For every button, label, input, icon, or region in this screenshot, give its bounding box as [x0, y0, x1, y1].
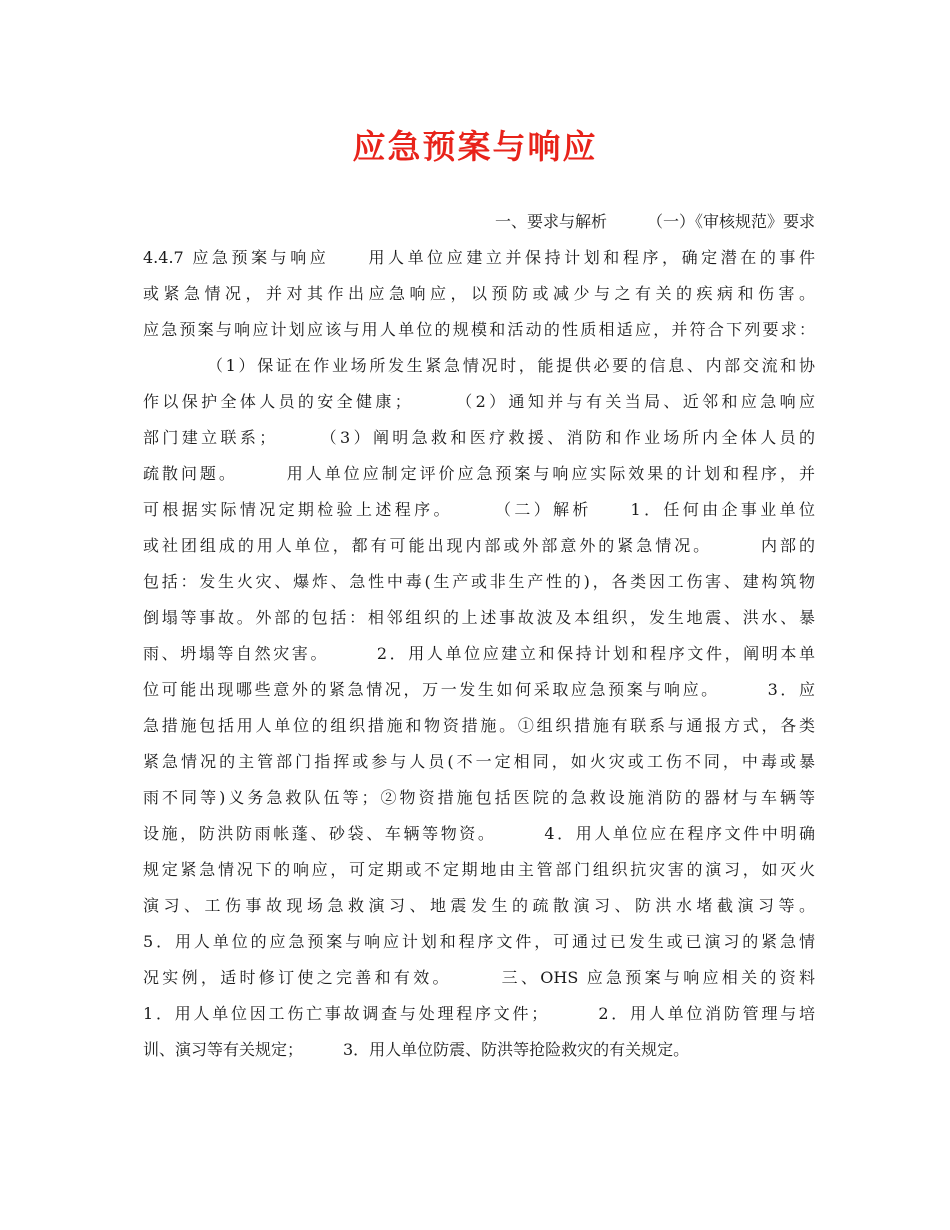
body-line: 疏散问题。 用人单位应制定评价应急预案与响应实际效果的计划和程序，并 — [143, 464, 815, 483]
body-line: 位可能出现哪些意外的紧急情况，万一发生如何采取应急预案与响应。 3．应 — [143, 680, 815, 699]
body-line: 雨、坍塌等自然灾害。 2．用人单位应建立和保持计划和程序文件，阐明本单 — [143, 644, 815, 663]
body-line: 可根据实际情况定期检验上述程序。 （二）解析 1．任何由企事业单位 — [143, 500, 815, 519]
body-line: （1）保证在作业场所发生紧急情况时，能提供必要的信息、内部交流和协 — [207, 356, 815, 375]
body-line: 1．用人单位因工伤亡事故调查与处理程序文件； 2．用人单位消防管理与培 — [143, 1004, 815, 1023]
body-line: 应急预案与响应计划应该与用人单位的规模和活动的性质相适应，并符合下列要求： — [143, 320, 815, 339]
body-line: 演习、工伤事故现场急救演习、地震发生的疏散演习、防洪水堵截演习等。 — [143, 896, 815, 915]
document-title: 应急预案与响应 — [352, 127, 598, 166]
body-line: 设施，防洪防雨帐蓬、砂袋、车辆等物资。 4．用人单位应在程序文件中明确 — [143, 824, 815, 843]
body-line: 倒塌等事故。外部的包括：相邻组织的上述事故波及本组织，发生地震、洪水、暴 — [143, 608, 815, 627]
body-line: 雨不同等)义务急救队伍等；②物资措施包括医院的急救设施消防的器材与车辆等 — [143, 788, 815, 807]
body-line: 部门建立联系； （3）阐明急救和医疗救援、消防和作业场所内全体人员的 — [143, 428, 815, 447]
body-line: 包括：发生火灾、爆炸、急性中毒(生产或非生产性的)，各类因工伤害、建构筑物 — [143, 572, 815, 591]
body-line: 作以保护全体人员的安全健康； （2）通知并与有关当局、近邻和应急响应 — [143, 392, 815, 411]
body-line: 急措施包括用人单位的组织措施和物资措施。①组织措施有联系与通报方式，各类 — [143, 716, 815, 735]
body-line: 或紧急情况，并对其作出应急响应，以预防或减少与之有关的疾病和伤害。 — [143, 284, 815, 303]
body-line: 训、演习等有关规定； 3．用人单位防震、防洪等抢险救灾的有关规定。 — [143, 1040, 690, 1059]
document-body — [143, 204, 815, 1068]
body-line: 紧急情况的主管部门指挥或参与人员(不一定相同，如火灾或工伤不同，中毒或暴 — [143, 752, 815, 771]
body-line: 4.4.7 应急预案与响应 用人单位应建立并保持计划和程序，确定潜在的事件 — [143, 248, 815, 267]
body-line: 一、要求与解析 （一）《审核规范》要求 — [494, 212, 815, 231]
body-line: 规定紧急情况下的响应，可定期或不定期地由主管部门组织抗灾害的演习，如灭火 — [143, 860, 815, 879]
body-line: 况实例，适时修订使之完善和有效。 三、OHS 应急预案与响应相关的资料 — [143, 968, 815, 987]
body-line: 或社团组成的用人单位，都有可能出现内部或外部意外的紧急情况。 内部的 — [143, 536, 815, 555]
body-line: 5．用人单位的应急预案与响应计划和程序文件，可通过已发生或已演习的紧急情 — [143, 932, 815, 951]
